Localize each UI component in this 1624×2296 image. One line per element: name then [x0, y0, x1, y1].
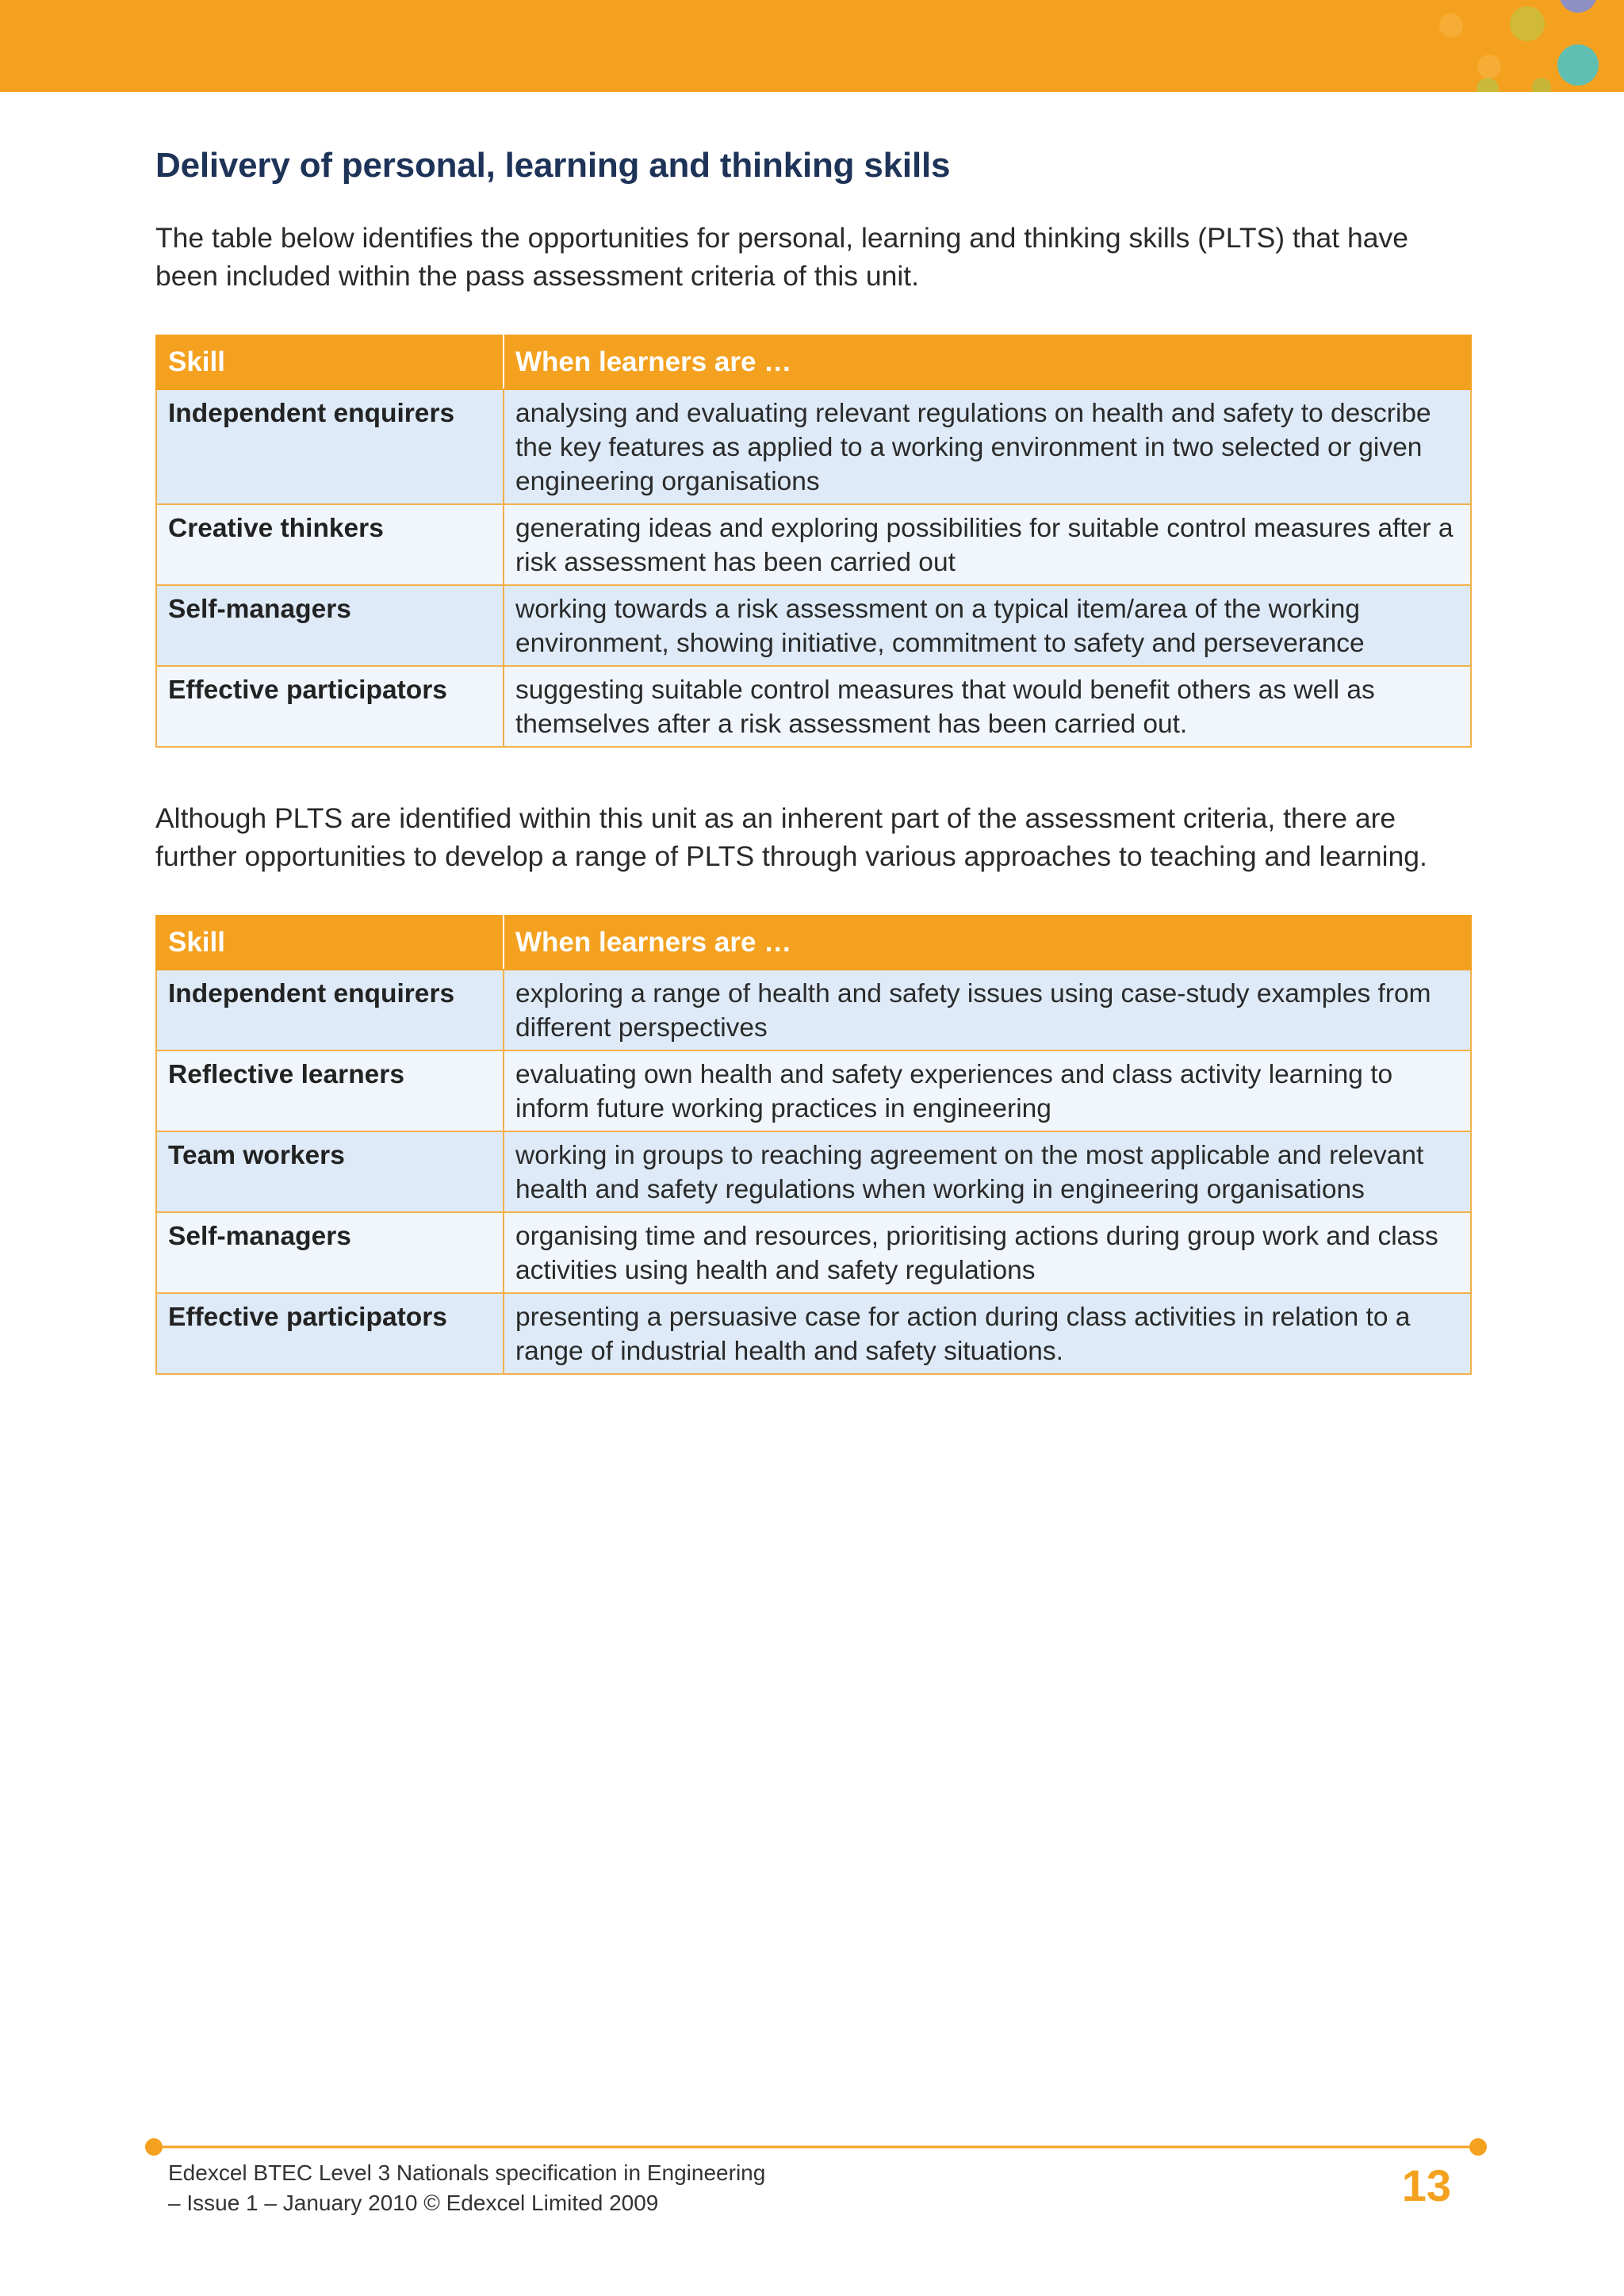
table-row: [156, 1131, 1471, 1212]
description-cell: presenting a persuasive case for action during class activities in relation to a range of industrial health and safety situations.: [504, 1293, 1471, 1374]
description-cell: working in groups to reaching agreement on the most applicable and relevant health and safety regulations when working in engineering organisations: [504, 1131, 1471, 1212]
decorative-dots: [0, 0, 1624, 92]
skill-cell: Team workers: [156, 1131, 504, 1212]
description-cell: organising time and resources, prioritising actions during group work and class activities using health and safety regulations: [504, 1212, 1471, 1293]
table-row: [156, 504, 1471, 585]
footer-divider: [144, 2137, 1488, 2156]
intro-paragraph: The table below identifies the opportunities for personal, learning and thinking skills (PLTS) that have been included within the pass assessment criteria of this unit.: [155, 222, 1408, 292]
table-row: [156, 666, 1471, 747]
decorative-dot: [1557, 44, 1599, 86]
table-row: [156, 1212, 1471, 1293]
decorative-dot: [1477, 78, 1499, 92]
table-header-row: [156, 335, 1471, 389]
skill-cell: Self-managers: [156, 585, 504, 666]
table-row: [156, 1293, 1471, 1374]
description-cell: working towards a risk assessment on a typical item/area of the working environment, showing initiative, commitment to safety and perseverance: [504, 585, 1471, 666]
skill-cell: Effective participators: [156, 666, 504, 747]
skill-cell: Self-managers: [156, 1212, 504, 1293]
plts-table-pass-criteria: [155, 335, 1472, 748]
column-header-when-learners-are: When learners are …: [504, 916, 1471, 970]
table-row: [156, 1050, 1471, 1131]
decorative-dot: [1510, 6, 1545, 41]
description-cell: evaluating own health and safety experiences and class activity learning to inform future working practices in engineering: [504, 1050, 1471, 1131]
description-cell: exploring a range of health and safety issues using case-study examples from different perspectives: [504, 970, 1471, 1050]
skill-cell: Independent enquirers: [156, 389, 504, 504]
decorative-dot: [1532, 78, 1551, 92]
skill-cell: Independent enquirers: [156, 970, 504, 1050]
page-number: 13: [1401, 2160, 1451, 2210]
description-cell: generating ideas and exploring possibilities for suitable control measures after a risk assessment has been carried out: [504, 504, 1471, 585]
skill-cell: Reflective learners: [156, 1050, 504, 1131]
footer-publication-info: [168, 2158, 1120, 2218]
skill-cell: Creative thinkers: [156, 504, 504, 585]
plts-table-teaching-opportunities: [155, 915, 1472, 1375]
further-opportunities-paragraph: Although PLTS are identified within this unit as an inherent part of the assessment criteria, there are further opportunities to develop a range of PLTS through various approaches to teaching and learning.: [155, 802, 1427, 872]
table-header-row: [156, 916, 1471, 970]
footer-line-title: Edexcel BTEC Level 3 Nationals specification in Engineering: [168, 2160, 766, 2185]
table-row: [156, 585, 1471, 666]
description-cell: analysing and evaluating relevant regulations on health and safety to describe the key features as applied to a working environment in two selected or given engineering organisations: [504, 389, 1471, 504]
table-row: [156, 970, 1471, 1050]
description-cell: suggesting suitable control measures that would benefit others as well as themselves after a risk assessment has been carried out.: [504, 666, 1471, 747]
decorative-dot: [1439, 13, 1463, 37]
column-header-skill: Skill: [156, 335, 504, 389]
skill-cell: Effective participators: [156, 1293, 504, 1374]
decorative-dot: [1477, 55, 1501, 78]
header-band: [0, 0, 1624, 92]
footer-line-issue: – Issue 1 – January 2010 © Edexcel Limited 2009: [168, 2191, 659, 2215]
table-row: [156, 389, 1471, 504]
column-header-skill: Skill: [156, 916, 504, 970]
section-heading: Delivery of personal, learning and thinking skills: [155, 146, 951, 185]
column-header-when-learners-are: When learners are …: [504, 335, 1471, 389]
decorative-dot: [1559, 0, 1597, 13]
